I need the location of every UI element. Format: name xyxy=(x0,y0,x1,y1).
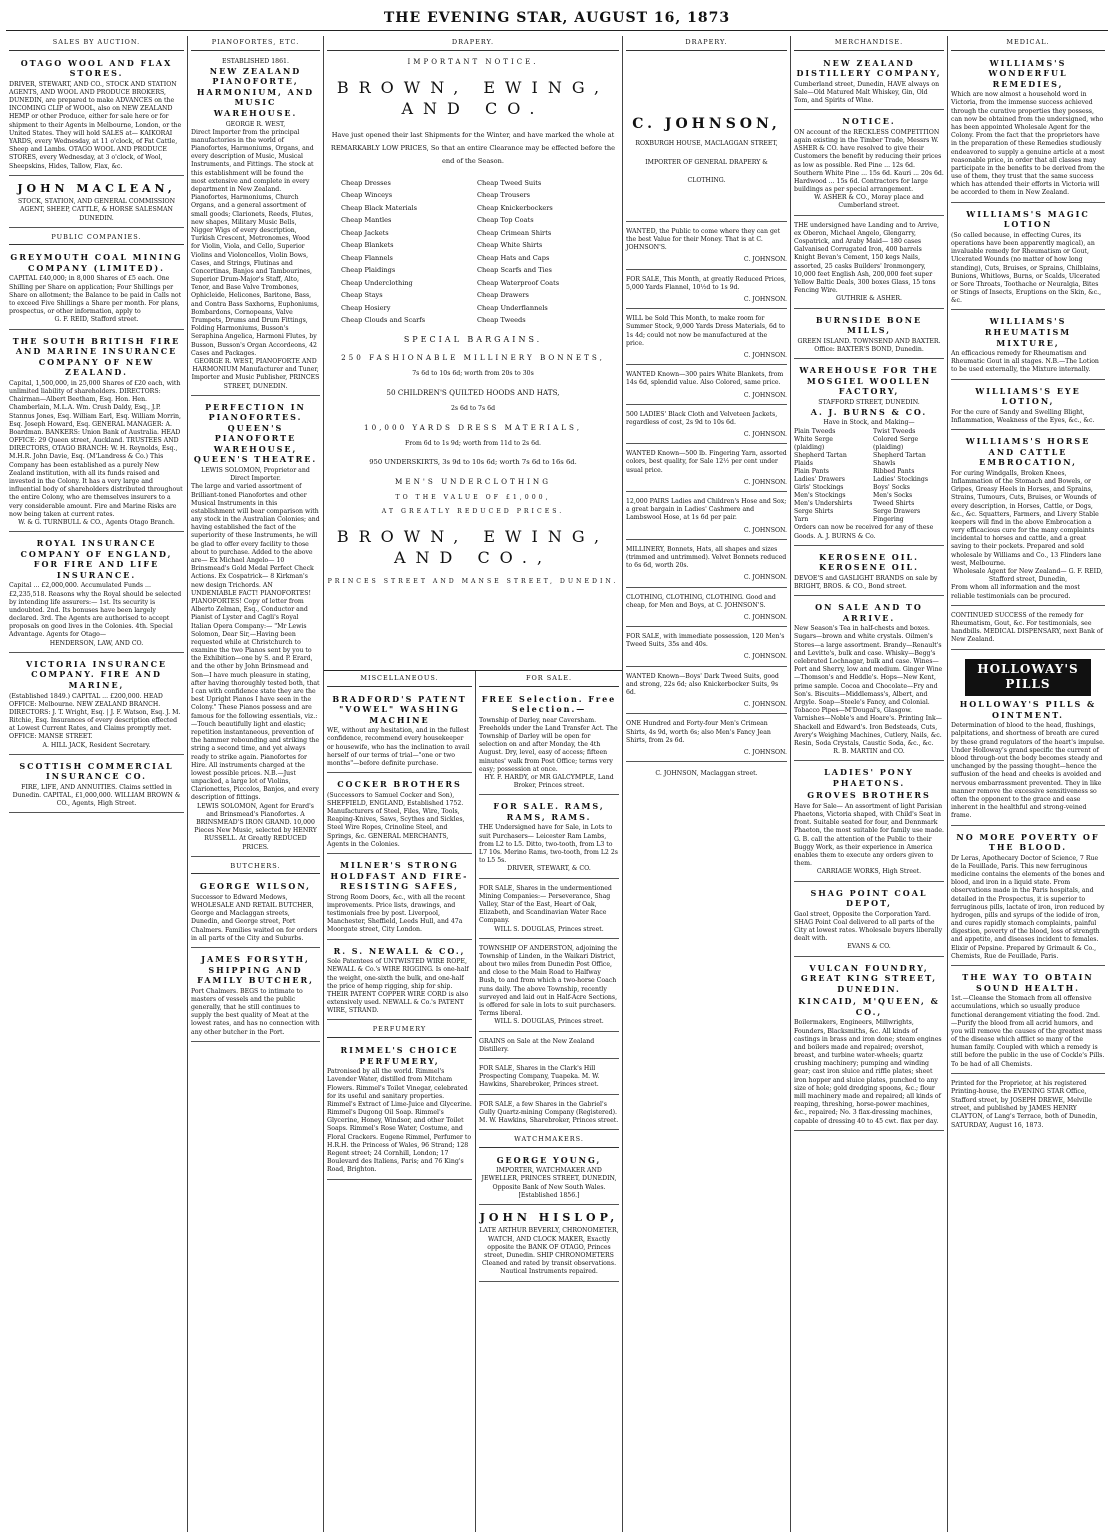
column-drapery-johnson xyxy=(623,36,790,1532)
notice-heading: IMPORTANT NOTICE. xyxy=(407,57,539,66)
advertisement xyxy=(327,1042,472,1180)
ad-heading: COCKER BROTHERS xyxy=(337,779,462,790)
ad-body: FOR SALE, This Month, at greatly Reduced Prices, 5,000 Yards Flannel, 10½d to 1s 9d. xyxy=(626,275,786,291)
advertisement xyxy=(479,942,619,1032)
ad-subheading: Have in Stock, and Making— xyxy=(823,419,915,427)
advertisement xyxy=(327,943,472,1021)
advertisement xyxy=(794,362,944,546)
firm-address: PRINCES STREET AND MANSE STREET, DUNEDIN. xyxy=(327,578,619,586)
cheap-goods-item: Cheap Dresses xyxy=(341,178,391,187)
ad-heading: FOR SALE. RAMS, RAMS, RAMS. xyxy=(493,801,605,822)
cheap-goods-item: Cheap Black Materials xyxy=(341,203,418,212)
column-for-sale xyxy=(476,672,622,1532)
bargain-line: 10,000 YARDS DRESS MATERIALS, xyxy=(364,423,582,433)
advertisement xyxy=(479,691,619,796)
ad-body: LATE ARTHUR BEVERLY, CHRONOMETER, WATCH, AND CLOCK MAKER, Exactly opposite the BANK OF OTAGO, Princes street, Dunedin. SHIP CHRONOMETERS Cleaned and rated by transit observations. Nautical Instruments repaired. xyxy=(479,1227,619,1276)
cheap-goods-item: Cheap Underclothing xyxy=(341,278,413,287)
ad-footer: GEORGE R. WEST, PIANOFORTE AND HARMONIUM Manufacturer and Tuner, Importer and Music Publisher, PRINCES STREET, DUNEDIN. xyxy=(191,357,320,390)
bargain-line: AT GREATLY REDUCED PRICES. xyxy=(381,507,565,515)
ad-body: (Established 1849.) CAPITAL ... £200,000. HEAD OFFICE: Melbourne. NEW ZEALAND BRANCH. DIRECTORS: J. T. Wright, Esq. | J. F. Watson, Esq. J. M. Ritchie, Esq. Insurances of every description effected at Lowest Current Rates, and Claims promptly met. OFFICE: MANSE STREET. xyxy=(9,692,181,741)
mosgiel-goods-list xyxy=(794,428,944,525)
ad-signature: C. JOHNSON. xyxy=(743,701,787,709)
ad-body: ROXBURGH HOUSE, MACLAGGAN STREET, IMPORTER OF GENERAL DRAPERY & CLOTHING. xyxy=(635,140,778,185)
ad-body: THE undersigned have Landing and to Arrive, ex Oberon, Michael Angelo, Glengarry, Cospatrick, and Araby Maid— 180 cases Galvanised Corrugated Iron, 400 barrels Knight Bevan's Cement, 150 kegs Nails, assorted, 25 casks Builders' Ironmongery, 10,000 feet English Ash, 200,000 feet super Yellow Baltic Deals, 300 boxes Glass, 15 tons Fencing Wire. xyxy=(794,221,939,295)
ad-heading: RIMMEL'S CHOICE PERFUMERY, xyxy=(340,1045,459,1066)
johnson-advertisement xyxy=(626,630,787,667)
ad-location: DUNEDIN. xyxy=(79,214,114,222)
ad-footer: LEWIS SOLOMON, Agent for Erard's and Brinsmead's Pianofortes. A BRINSMEAD'S IRON GRAND. 10,000 Pieces New Music, selected by HENRY RUSSELL. At Greatly REDUCED PRICES. xyxy=(194,802,317,851)
ad-body: WANTED, the Public to come where they can get the best Value for their Money. That is at C. JOHNSON'S. xyxy=(626,227,781,252)
ad-heading: WILLIAMS'S WONDERFUL REMEDIES, xyxy=(988,57,1068,89)
bargain-line: MEN'S UNDERCLOTHING xyxy=(395,476,551,486)
johnson-advertisement xyxy=(626,670,787,715)
mosgiel-goods-item: Plain Tweeds xyxy=(794,427,836,435)
advertisement xyxy=(191,55,320,396)
mosgiel-goods-left xyxy=(794,428,865,525)
advertisement xyxy=(479,798,619,878)
column-heading: SALES BY AUCTION. xyxy=(9,36,184,51)
advertisement xyxy=(794,764,944,881)
ad-heading: JOHN MACLEAN, xyxy=(17,181,176,195)
advertisement xyxy=(794,960,944,1131)
cheap-goods-item: Cheap Plaidings xyxy=(341,266,396,275)
johnson-advertisement xyxy=(626,591,787,628)
cheap-goods-item: Cheap Drawers xyxy=(477,291,529,300)
ad-heading: GREYMOUTH COAL MINING COMPANY (LIMITED). xyxy=(10,252,183,273)
advertisement xyxy=(794,113,944,215)
ad-body: Strong Room Doors, &c., with all the recent improvements. Price lists, drawings, and testimonials free by post. Liverpool, Manchester, Sheffield, Leeds Hull, and 47a Moorgate street, City London. xyxy=(327,893,466,934)
mosgiel-goods-item: Boys' Socks xyxy=(873,484,910,491)
ad-body: Direct Importer from the principal manufactories in the world of Pianofortes, Harmoniums, Organs, and every description of Music, Musical Instruments, and Fittings. The stock at this establishment will be found the most extensive and complete in every department in New Zealand. Pianofortes, Harmoniums, Church Organs, and a general assortment of small goods; Clarionets, Reeds, Flutes, new shapes, Military Music Bells, Nigger Wigs of every description, Turkish Crescent, Metronomes, Wood for Violin, Viola, and Cello, Superior Violins and Violoncellos, Violin Bows, Cases, and Strings, Flutinas and Concertinas, Banjos and Tambourines, Superior Drum-Major's Staff, Alto, Tenor, and Base Valve Trombones, Ophicleide, Helicones, Baritone, Bass, and Contra Bass Saxhorns, Euphoniums, Bombardons, Cornopeans, Valve Trumpets, Drums and Drum Fittings, Folding Harmoniums, Busson's Seraphina Angelica, Harmoni Flutes, by Busson, Busson's Organ Accordeons, 42 Cases and Packages. xyxy=(191,128,320,357)
ad-body: CONTINUED SUCCESS of the remedy for Rheumatism, Gout, &c. For testimonials, see handbills. MEDICAL DISPENSARY, next Bank of New Zealand. xyxy=(951,611,1103,644)
ad-signature: W. ASHER & CO., Moray place and Cumberland street. xyxy=(814,194,924,210)
ad-heading: WILLIAMS'S EYE LOTION, xyxy=(975,385,1081,407)
advertisement xyxy=(951,609,1105,650)
advertisement xyxy=(951,55,1105,203)
johnson-advertisement xyxy=(626,717,787,762)
ad-heading: HOLLOWAY'S PILLS & OINTMENT. xyxy=(959,699,1097,720)
ad-heading: ROYAL INSURANCE COMPANY OF ENGLAND, FOR FIRE AND LIFE INSURANCE. xyxy=(20,538,173,580)
intro-text: Have just opened their last Shipments for the Winter, and have marked the whole at REMARKABLY LOW PRICES, So that an entire Clearance may be effected before the end of the Season. xyxy=(330,131,616,166)
advertisement xyxy=(794,219,944,309)
cheap-goods-item: Cheap Tweeds xyxy=(477,316,526,325)
ad-body: 12,000 PAIRS Ladies and Children's Hose and Sox; a great bargain in Ladies' Cashmere and Lambswool Hose, at 1s 6d per pair. xyxy=(626,498,787,522)
ad-heading: WILLIAMS'S HORSE AND CATTLE EMBROCATION, xyxy=(965,436,1091,468)
ad-body: WANTED Known—Boys' Dark Tweed Suits, good and strong, 22s 6d; also Knickerbocker Suits, 9s 6d. xyxy=(626,672,779,696)
ad-heading: ON SALE AND TO ARRIVE. xyxy=(815,602,923,623)
holloways-pills-banner: HOLLOWAY'S PILLS xyxy=(965,659,1091,697)
ad-heading: GEORGE YOUNG, xyxy=(496,1154,602,1165)
ad-signature: C. JOHNSON. xyxy=(743,748,787,756)
ad-signature: DRIVER, STEWART, & CO. xyxy=(507,865,591,873)
cheap-goods-item: Cheap Tweed Suits xyxy=(477,178,542,187)
johnson-advertisement xyxy=(626,225,787,270)
mosgiel-goods-item: Serge Shirts xyxy=(794,508,834,516)
ad-signature: C. JOHNSON. xyxy=(743,296,787,303)
section-rule xyxy=(324,670,622,671)
advertisement xyxy=(479,1152,619,1205)
ad-body: GRAINS on Sale at the New Zealand Distillery. xyxy=(479,1037,595,1053)
cheap-goods-item: Cheap Trousers xyxy=(477,191,531,200)
advertisement xyxy=(951,433,1105,606)
ad-body: Determination of blood to the head, flushings, palpitations, and shortness of breath are cured by these grand regulators of the heart's impulse. Under Holloway's grand specific the current of blood through-out the body becomes steady and unchanged by the passing thought—hence the suffusion of the head and cheeks is avoided and nervous embarrassment prevented. They in like manner remove the excessive sensitiveness so often the opponent to the grace and ease inherent in the healthful and strong-veined frame. xyxy=(951,722,1105,820)
ad-heading: MILNER'S STRONG HOLDFAST AND FIRE-RESISTING SAFES, xyxy=(330,860,469,892)
advertisement xyxy=(951,383,1105,430)
ad-signature: EVANS & CO. xyxy=(847,943,891,951)
ad-heading: BRADFORD'S PATENT "VOWEL" WASHING MACHINE xyxy=(332,693,467,725)
advertisement xyxy=(951,206,1105,311)
ad-heading: KEROSENE OIL. KEROSENE OIL. xyxy=(819,551,919,573)
mosgiel-goods-right xyxy=(873,428,944,525)
ad-body: MILLINERY, Bonnets, Hats, all shapes and sizes (trimmed and untrimmed). Velvet Bonnets reduced to 6s 6d, worth 20s. xyxy=(626,545,787,570)
mosgiel-goods-item: Ladies' Stockings xyxy=(873,475,929,483)
ad-signature: C. JOHNSON. xyxy=(743,653,787,661)
cheap-goods-item: Cheap White Shirts xyxy=(477,241,543,250)
ad-body: WANTED Known—300 pairs White Blankets, from 14s 6d, splendid value. Also Colored, same price. xyxy=(626,371,784,387)
column-heading: DRAPERY. xyxy=(626,36,787,51)
ad-body: 1st.—Cleanse the Stomach from all offensive accumulations, which so usually produce functional derangement vitiating the food. 2nd.—Purify the blood from all acrid humors, and you will remove the causes of the greatest mass of the disease which afflict so many of the human family. Coupled with which a remedy is still before the public in the use of Cockle's Pills. To be had of all Chemists. xyxy=(951,995,1105,1068)
ad-signature: HENDERSON, LAW, AND CO. xyxy=(49,639,144,647)
ad-body: THE Undersigned have for Sale, in Lots to suit Purchasers— Leicester Ram Lambs, from L2 to L5. Ditto, two-tooth, from L3 to L7 10s. Merino Rams, two-tooth, from L2 2s to L5 5s. xyxy=(479,824,618,865)
cheap-goods-item: Cheap Underflannels xyxy=(477,303,548,312)
advertisement xyxy=(479,1208,619,1282)
ad-heading: R. S. NEWALL & CO., xyxy=(333,945,466,956)
ad-body: WE, without any hesitation, and in the fullest confidence, recommend every housekeeper or housewife, who has the inclination to avail herself of our terms of trial—"one or two months"—before definite purchase. xyxy=(327,727,470,767)
printers-imprint: Printed for the Proprietor, at his registered Printing-house, the EVENING STAR Office, Stafford street, by JOSEPH DREWE, Melville street, and published by JAMES HENRY CLAYTON, of Lang's Terrace, both of Dunedin, SATURDAY, August 16, 1873. xyxy=(951,1080,1098,1129)
mosgiel-goods-item: Fingering xyxy=(873,516,904,524)
cheap-goods-item: Cheap Flannels xyxy=(341,253,393,262)
ad-signature: WILL S. DOUGLAS, Princes street. xyxy=(494,1018,604,1026)
mosgiel-goods-item: Men's Undershirts xyxy=(794,500,853,508)
ad-heading: VULCAN FOUNDRY, GREAT KING STREET, DUNEDIN. xyxy=(800,962,938,994)
ad-body: Gaol street, Opposite the Corporation Yard. SHAG Point Coal delivered to all parts of the City at lowest rates. Wholesale buyers liberally dealt with. xyxy=(794,910,943,943)
ad-heading: NEW ZEALAND PIANOFORTE, HARMONIUM, AND MUSIC WAREHOUSE. xyxy=(196,65,315,118)
mosgiel-goods-item: Girls' Stockings xyxy=(794,484,844,491)
cheap-goods-item: Cheap Crimean Shirts xyxy=(477,228,552,237)
ad-heading: NEW ZEALAND DISTILLERY COMPANY, xyxy=(796,57,942,79)
column-medical xyxy=(948,36,1108,1532)
ad-heading: WAREHOUSE FOR THE MOSGIEL WOOLLEN FACTORY, xyxy=(799,365,939,397)
mosgiel-goods-item: Shepherd Tartan Shawls xyxy=(873,451,926,467)
ad-heading: LADIES' PONY PHAETONS. xyxy=(824,767,914,788)
ad-signature: Wholesale Agent for New Zealand— G. F. REID, Stafford street, Dunedin, xyxy=(953,568,1103,584)
bargain-line: 950 UNDERSKIRTS, 3s 9d to 10s 6d; worth 7s 6d to 16s 6d. xyxy=(369,457,577,466)
column-heading: MERCHANDISE. xyxy=(794,36,944,51)
ad-body: An efficacious remedy for Rheumatism and Rheumatic Gout in all stages. N.B.—The Lotion to be used externally, the Mixture internally. xyxy=(951,350,1099,374)
cheap-goods-item: Cheap Stays xyxy=(341,291,383,300)
advertisement xyxy=(794,549,944,596)
ad-signature: GUTHRIE & ASHER. xyxy=(836,295,902,303)
bargain-price: 7s 6d to 10s 6d; worth from 20s to 30s xyxy=(412,370,534,378)
ad-body: GREEN ISLAND. TOWNSEND AND BAXTER. Office: BAXTER'S BOND, Dunedin. xyxy=(797,337,941,353)
ad-signature: C. JOHNSON. xyxy=(743,574,787,582)
advertisement xyxy=(327,776,472,854)
johnson-advertisement xyxy=(626,273,787,310)
ad-body: Which are now almost a household word in Victoria, from the immense success achieved through the curative properties they possess, can now be obtained from the undersigned, who has been appointed Wholesale Agent for the Colony. From the fact that the proprietors have in the preparation of these Remedies studiously endeavored to supply a genuine article at a most reasonable price, in order that all classes may participate in the benefits to be derived from the use of them, they trust that the same success which has attended their efforts in Victoria will be accorded to them in New Zealand. xyxy=(951,91,1105,197)
ad-firm: KINCAID, M'QUEEN, & CO., xyxy=(798,996,940,1017)
mosgiel-goods-item: Twist Tweeds xyxy=(873,427,916,435)
cheap-goods-item: Cheap Blankets xyxy=(341,241,394,250)
ad-signature: C. JOHNSON. xyxy=(743,351,787,359)
mosgiel-goods-item: Shepherd Tartan Plaids xyxy=(794,451,847,467)
column-merchandise xyxy=(791,36,947,1532)
ad-body: DEVOE'S and GASLIGHT BRANDS on sale by BRIGHT, BROS. & CO., Bond street. xyxy=(794,574,938,590)
ad-body: Dr Leras, Apothecary Doctor of Science, 7 Rue de la Feuillade, Paris. This new ferruginous medicine contains the elements of the bones and blood, and iron in a liquid state. From observations made in the Paris hospitals, and detailed in the Prospectus, it is superior to ferruginous pills, lactate of iron, iron reduced by hydrogen, pills and syrups of the iodide of iron, and cures rapidly stomach complaints, painful digestion, poverty of the blood, loss of strength and appetite, and diseases incident to females. Elixir of Pepsine. Prepared by Grimault & Co., Chemists, Rue de Feuillade, Paris. xyxy=(951,854,1105,960)
ad-heading: SCOTTISH COMMERCIAL INSURANCE CO. xyxy=(19,760,174,782)
advertisement xyxy=(479,1035,619,1059)
ad-body: TOWNSHIP OF ANDERSTON, adjoining the Township of Linden, in the Waikari District, about two miles from Dunedin Post Office, and close to the Main Road to Halfway Bush, to and from which a two-horse Coach runs daily. The above Township, recently surveyed and laid out in Half-Acre Sections, is offered for sale in lots to suit purchasers. Terms liberal. xyxy=(479,944,618,1018)
cheap-goods-item: Cheap Clouds and Scarfs xyxy=(341,316,426,325)
cheap-goods-item: Cheap Hats and Caps xyxy=(477,253,550,262)
ad-body: Cumberland street, Dunedin, HAVE always on Sale—Old Matured Malt Whiskey, Gin, Old Tom, and Spirits of Wine. xyxy=(794,80,940,105)
johnson-items xyxy=(626,225,787,762)
firm-name: BROWN, EWING, AND CO. xyxy=(336,77,610,118)
ad-signature: R. B. MARTIN and CO. xyxy=(833,748,905,756)
advertisement xyxy=(794,885,944,957)
section-heading: PERFUMERY xyxy=(327,1023,472,1038)
ad-heading: NO MORE POVERTY OF THE BLOOD. xyxy=(956,831,1100,853)
mosgiel-goods-item: Serge Drawers xyxy=(873,508,921,516)
ad-body: STAFFORD STREET, DUNEDIN. xyxy=(818,398,920,406)
ad-body: WANTED Known—500 lb. Fingering Yarn, assorted colors, best quality, for Sale 12½ per cent under usual price. xyxy=(626,450,787,474)
ad-heading: NOTICE. xyxy=(842,116,896,127)
section-heading: MISCELLANEOUS. xyxy=(327,672,472,687)
column-heading: PIANOFORTES, ETC. xyxy=(191,36,320,51)
ad-footer: CARRIAGE WORKS, High Street. xyxy=(816,868,922,876)
ad-body: For curing Windgalls, Broken Knees, Inflammation of the Stomach and Bowels, or Gripes, Greasy Heels in Horses, and Sprains, Strains, Tumours, Cuts, Bruises, or Wounds of every description, in Horses, Cattle, or Dogs, &c., &c. Squatters, Farmers, and Livery Stable keepers will find in the above Embrocation a very efficacious cure for the many complaints incidental to horses and cattle, and a great saving to their pockets. Prepared and sold wholesale by Williams and Co., 13 Flinders lane west, Melbourne. xyxy=(951,469,1102,567)
ad-body: Capital ... £2,000,000. Accumulated Funds ... £2,235,518. Reasons why the Royal should be selected by intending life assurers:— 1st. Its security is undoubted. 2nd. Its bonuses have been largely declared. 3rd. The Agents are authorised to accept proposals on good lives in the Colonies. 4th. Special Advantage. Agents for Otago— xyxy=(9,582,182,639)
advertisement xyxy=(191,878,320,948)
advertisement xyxy=(794,55,944,111)
johnson-advertisement xyxy=(626,368,787,405)
section-heading: FOR SALE. xyxy=(479,672,619,687)
ad-body: FOR SALE, with immediate possession, 120 Men's Tweed Suits, 35s and 40s. xyxy=(626,633,785,649)
advertisement xyxy=(794,599,944,761)
column-drapery-brown-ewing xyxy=(324,36,622,670)
masthead-rule xyxy=(6,30,1108,31)
ad-firm: GROVES BROTHERS xyxy=(807,790,931,801)
special-bargains-heading: SPECIAL BARGAINS. xyxy=(403,334,543,344)
advertisement xyxy=(794,312,944,359)
advertisement xyxy=(9,333,184,533)
mosgiel-goods-item: Plain Pants xyxy=(794,467,829,475)
ad-body: Capital, 1,500,000, in 25,000 Shares of £20 each, with unlimited liability of shareholders. DIRECTORS: Chairman—Albert Beetham, Esq. Hon. Hen. Chamberlain, M.L.A. Wm. Crush Daldy, Esq., J.P. Stannus Jones, Esq. William Earl, Esq. William Morrin, Esq. Joseph Howard, Esq. GENERAL MANAGER: A. Boardman. BANKERS: Union Bank of Australia. HEAD OFFICE: 29 Queen street, Auckland. TRUSTEES AND DIRECTORS, OTAGO BRANCH: W. H. Reynolds, Esq., M.H.R. John Davie, Esq. (M'Landress & Co.) This Company has been established as a purely New Zealand institution, with all its funds raised and invested in the Colony. It has a very large and influential body of shareholders distributed throughout the entire Colony, who are themselves insurers to a very considerable amount. Fire and Marine Risks are now being taken at current rates. xyxy=(9,379,183,518)
advertisement xyxy=(951,969,1105,1074)
mosgiel-goods-item: Tweed Shirts xyxy=(873,500,915,508)
advertisement xyxy=(9,249,184,329)
ad-proprietor: GEORGE R. WEST, xyxy=(225,120,286,128)
ad-body: Township of Darley, near Caversham. Freeholds under the Land Transfer Act. The Township of Darley will be open for selection on and after Monday, the 4th August. Dry, level, easy of access; fifteen minutes' walk from Post Office; terms very easy; possession at once. xyxy=(479,716,618,773)
ad-established: ESTABLISHED 1861. xyxy=(222,57,289,65)
ad-heading: C. JOHNSON, xyxy=(632,115,781,132)
ad-body: Successor to Edward Medows, WHOLESALE AND RETAIL BUTCHER, George and Maclaggan streets, Dunedin, and George street, Port Chalmers. Families waited on for orders in all parts of the City and Suburbs. xyxy=(191,893,318,942)
bargain-price: 2s 6d to 7s 6d xyxy=(450,404,496,412)
advertisement xyxy=(327,691,472,774)
ad-signature: HY. F. HARDY, or MR GALCYMPLE, Land Broker, Princes street. xyxy=(484,773,614,790)
cheap-goods-item: Cheap Hosiery xyxy=(341,303,391,312)
advertisement xyxy=(9,179,184,228)
ad-signature: C. JOHNSON. xyxy=(743,613,787,621)
ad-body: 500 LADIES' Black Cloth and Velveteen Jackets, regardless of cost, 2s 9d to 10s 6d. xyxy=(626,410,778,426)
advertisement xyxy=(479,1062,619,1095)
ad-firm: A. J. BURNS & CO. xyxy=(810,406,928,417)
advertisement xyxy=(951,829,1105,967)
mosgiel-goods-item: Ribbed Pants xyxy=(873,467,915,475)
johnson-advertisement xyxy=(626,495,787,540)
ad-heading: WILLIAMS'S MAGIC LOTION xyxy=(966,208,1090,230)
ad-body: The large and varied assortment of Brilliant-toned Pianofortes and other Musical Instruments in this establishment will bear comparison with any stock in the Australian Colonies; and having established the fact of the superiority of these Instruments, he will be glad to offer every facility to those about to purchase. Added to the above are— Ex Michael Angelo— 10 Brinsmead's Gold Medal Perfect Check Actions. Ex Cospatrick— 8 Kirkman's new design Trichords. AN UNDENIABLE FACT! PIANOFORTES! PIANOFORTES! Copy of letter from Alberto Zelman, Esq., Conductor and Pianist of Lyster and Cagli's Royal Italian Opera Company:— "Mr Lewis Solomon, Dear Sir,—Having been requested while at Christchurch to examine the two Pianos sent by you to the Exhibition—one by S. and P. Erard, and the other by John Brinsmead and Son—I have much pleasure in stating, after having thoroughly tested both, that I can with confidence state they are the best Upright Pianos I have seen in the Colony." These Pianos possess and are famous for the following essentials, viz.:—Touch beautifully light and elastic; repetition instantaneous, prevention of the hammer rebounding and striking the string a second time, and yet always ready to strike again. Pianofortes for Hire. All instruments charged at the lowest possible prices. N.B.—Just unpacked, a large lot of Violins, Clarionettes, Piccolos, Banjos, and every description of fittings. xyxy=(191,483,320,802)
cheap-goods-item: Cheap Winceys xyxy=(341,191,393,200)
ad-body: New Season's Tea in half-chests and boxes. Sugars—brown and white crystals. Oilmen's Stores—a large assortment. Brandy—Renault's and Levitte's, bulk and case. Whisky—Begg's celebrated Lochnagar, bulk and case. Wines—Port and Sherry, low and medium. Ginger Wine—Thomson's and Heddle's. Hops—New Kent, prime sample. Cocoa and Chocolate—Fry and Son's. Biscuits—Middlemass's, Albert, and Argyle. Soap—Steele's Fancy, and Colonial. Tobacco Pipes—M'Dougal's, Glasgow. Varnishes—Noble's and Hoare's. Printing Ink—Shackell and Edward's. Iron Bedsteads, Cuts, Avery's Weighing Machines, Cutlery, Nails, &c. Resin, Soda Crystals, Caustic Soda, &c., &c. xyxy=(794,625,943,747)
masthead: THE EVENING STAR, AUGUST 16, 1873 xyxy=(383,10,731,26)
firm-name: BROWN, EWING, AND CO., xyxy=(336,527,610,568)
bargain-line: 50 CHILDREN'S QUILTED HOODS AND HATS, xyxy=(386,388,560,398)
cheap-goods-list xyxy=(341,177,605,327)
cheap-goods-item: Cheap Knickerbockers xyxy=(477,203,553,212)
ad-body: STOCK, STATION, AND GENERAL COMMISSION AGENT, SHEEP, CATTLE, & HORSE SALESMAN xyxy=(17,198,176,214)
ad-heading: THE SOUTH BRITISH FIRE AND MARINE INSURANCE COMPANY OF NEW ZEALAND. xyxy=(12,335,181,378)
ad-body: WILL be Sold This Month, to make room for Summer Stock, 9,000 Yards Dress Materials, 6d to 1s 4d; could not now be manufactured at the price. xyxy=(626,315,786,347)
cheap-goods-item: Cheap Jackets xyxy=(341,228,389,237)
advertisement xyxy=(191,399,320,857)
ad-signature: C. JOHNSON. xyxy=(743,478,787,486)
ad-heading: OTAGO WOOL AND FLAX STORES. xyxy=(20,57,173,79)
mosgiel-goods-item: Colored Serge (plaiding) xyxy=(873,435,919,451)
ad-footer: C. JOHNSON, Maclaggan street. xyxy=(655,770,758,778)
ad-body: DRIVER, STEWART, AND CO., STOCK AND STATION AGENTS, AND WOOL AND PRODUCE BROKERS, DUNEDIN, are prepared to make ADVANCES on the INCOMING CLIP of WOOL, also on NEW ZEALAND HEMP or other Produce, either for sale here or for shipment to their Agents in Melbourne, London, or the United States. They will hold SALES at— KAIKORAI YARDS, every Wednesday, at 11 o'clock, of Fat Cattle, Sheep and Lambs. OTAGO WOOL AND PRODUCE STORES, every Wednesday, at 3 o'clock, of Wool, Sheepskins, Hides, Tallow, Flax, &c. xyxy=(9,80,182,170)
cheap-goods-item: Cheap Waterproof Coats xyxy=(477,278,560,287)
ad-signature: C. JOHNSON. xyxy=(743,256,787,264)
cheap-goods-item: Cheap Top Coats xyxy=(477,216,534,225)
ad-body: For the cure of Sandy and Swelling Blight, Inflammation, Weakness of the Eyes, &c., &c. xyxy=(951,408,1095,424)
column-sales-by-auction xyxy=(6,36,187,1532)
ad-body: Port Chalmers. BEGS to intimate to masters of vessels and the public generally, that he still continues to supply the best quality of Meat at the lowest rates, and has no connection with any other butcher in the Port. xyxy=(191,987,320,1036)
section-heading: BUTCHERS. xyxy=(191,860,320,875)
ad-heading: WILLIAMS'S RHEUMATISM MIXTURE, xyxy=(984,316,1072,348)
cheap-goods-left xyxy=(341,177,469,327)
ad-heading: SHAG POINT COAL DEPOT, xyxy=(810,887,928,909)
ad-signature: W. & G. TURNBULL & CO., Agents Otago Branch. xyxy=(18,518,175,526)
bargain-line: 250 FASHIONABLE MILLINERY BONNETS, xyxy=(341,353,605,363)
advertisement xyxy=(951,653,1105,826)
ad-heading: VICTORIA INSURANCE COMPANY. FIRE AND MARINE, xyxy=(25,658,168,690)
ad-heading: FREE Selection. Free Selection.— xyxy=(481,693,617,715)
advertisement xyxy=(9,758,184,814)
ad-body: FIRE, LIFE, AND ANNUITIES. Claims settled in Dunedin. CAPITAL, £1,000,000. WILLIAM BROWN & CO., Agents, High Street. xyxy=(12,783,181,808)
ad-footer: Orders can now be received for any of these Goods. A. J. BURNS & Co. xyxy=(794,524,934,540)
ad-signature: A. HILL JACK, Resident Secretary. xyxy=(42,741,151,749)
ad-body: (Successors to Samuel Cocker and Son), SHEFFIELD, ENGLAND, Established 1752. Manufacturers of Steel, Files, Wire, Tools, Reaping-Knives, Saws, Scythes and Sickles, Steel Wire Ropes, Crinoline Steel, and Springs, &c. GENERAL MERCHANTS, Agents in the Colonies. xyxy=(327,791,465,848)
column-heading: MEDICAL. xyxy=(951,36,1105,51)
ad-signature: C. JOHNSON. xyxy=(743,391,787,399)
ad-body: CAPITAL £40,000; in 8,000 Shares of £5 each. One Shilling per Share on application; Four Shillings per Share on allotment; the Balance to be paid in Calls not to exceed Five Shillings a Share per month. For plans, prospectus, or other information, apply to xyxy=(9,275,182,316)
ad-body: IMPORTER, WATCHMAKER AND JEWELLER, PRINCES STREET, DUNEDIN, Opposite Bank of New South Wales. [Established 1856.] xyxy=(481,1167,617,1199)
mosgiel-goods-item: Yarn xyxy=(794,516,809,524)
ad-signature: C. JOHNSON. xyxy=(743,526,787,534)
advertisement xyxy=(9,55,184,176)
ad-body: ONE Hundred and Forty-four Men's Crimean Shirts, 4s 9d, worth 6s; also Men's Fancy Jean Shirts, from 2s 6d. xyxy=(626,720,771,744)
advertisement xyxy=(479,882,619,939)
advertisement xyxy=(9,535,184,653)
advertisement xyxy=(951,313,1105,379)
cheap-goods-item: Cheap Scarfs and Ties xyxy=(477,266,552,275)
cheap-goods-right xyxy=(477,177,605,327)
advertisement xyxy=(191,951,320,1042)
johnson-advertisement xyxy=(626,447,787,492)
ad-body: CLOTHING, CLOTHING, CLOTHING. Good and cheap, for Men and Boys, at C. JOHNSON'S. xyxy=(626,593,776,609)
bargain-price: From 6d to 1s 9d; worth from 11d to 2s 6d. xyxy=(404,439,542,447)
ad-proprietor: LEWIS SOLOMON, Proprietor and Direct Importer. xyxy=(201,466,310,483)
advertisement xyxy=(9,656,184,755)
mosgiel-goods-item: Men's Stockings xyxy=(794,492,846,500)
advertisement xyxy=(327,857,472,940)
section-heading: WATCHMAKERS. xyxy=(479,1133,619,1148)
advertisement xyxy=(479,1098,619,1131)
ad-heading: JAMES FORSYTH, SHIPPING AND FAMILY BUTCHER, xyxy=(197,954,314,986)
advertisement xyxy=(626,55,787,222)
ad-footer: From whom all information and the most reliable testimonials can be procured. xyxy=(951,584,1080,600)
ad-heading: GEORGE WILSON, xyxy=(200,881,311,892)
ad-body: Sole Patentees of UNTWISTED WIRE ROPE, NEWALL & Co.'s WIRE RIGGING. Is one-half the weight, one-sixth the bulk, and one-half the price of hemp rigging, ship for ship. THEIR PATENT COPPER WIRE CORD is also extensively used. NEWALL & Co.'s PATENT WIRE, STRAND. xyxy=(327,958,469,1015)
ad-body: Patronised by all the world. Rimmel's Lavender Water, distilled from Mitcham Flowers. Rimmel's Toilet Vinegar, celebrated for its useful and sanitary properties. Rimmel's Extract of Lime-Juice and Glycerine. Rimmel's Dugong Oil Soap. Rimmel's Glycerine, Honey, Windsor, and other Toilet Soaps. Rimmel's Rose Water, Costume, and Floral Crackers. Eugene Rimmel, Perfumer to H.R.H. the Princess of Wales, 96 Strand; 128 Regent street; 24 Cornhill, London; 17 Boulevard des Italiens, Paris; and 76 King's Road, Brighton. xyxy=(327,1068,472,1174)
ad-heading: PERFECTION IN PIANOFORTES. QUEEN'S PIANOFORTE WAREHOUSE, QUEEN'S THEATRE. xyxy=(193,401,318,465)
mosgiel-goods-item: White Serge (plaiding) xyxy=(794,435,833,451)
ad-body: Boilermakers, Engineers, Millwrights, Founders, Blacksmiths, &c. All kinds of castings in brass and iron done; steam engines and boilers made and repaired; overshot, breast, and turbine water-wheels; quartz crushing machinery; pumping and winding gear; cast iron sluice and riffle plates; sheet iron hopper and sluice plates, punched to any size of hole; gold dredging spoons, &c.; flour mill machinery made and repaired; all kinds of reaping, threshing, horse-power machines, &c., repaired; No. 3 flax-dressing machines, capable of dressing 40 to 45 cwt. flax per day. xyxy=(794,1019,942,1125)
ad-signature: WILL S. DOUGLAS, Princes street. xyxy=(494,925,604,933)
column-pianofortes xyxy=(188,36,323,1532)
ad-heading: JOHN HISLOP, xyxy=(479,1210,619,1224)
ad-body: FOR SALE, Shares in the Clark's Hill Prospecting Company, Tuapeka. M. W. Hawkins, Sharebroker, Princes street. xyxy=(479,1064,600,1089)
ad-body: Have for Sale— An assortment of light Parisian Phaetons, Victoria shaped, with Child's Seat in front. Suitable seated for four, and Dennmark Phaeton, the most suitable for family use made. G. B. call the attention of the Public to their Buggy Work, as their experience in America enables them to execute any orders given to them. xyxy=(794,802,944,868)
ad-body: ON account of the RECKLESS COMPETITION again existing in the Timber Trade, Messrs W. ASHER & CO. have resolved to give their Customers the benefit by reducing their prices as low as possible. Red Pine ... 12s 6d. Southern White Pine ... 15s 6d. Kauri ... 20s 6d. Hardwood ... 15s 6d. Contractors for large buildings as per special arrangement. xyxy=(794,128,944,194)
ad-body: FOR SALE, a few Shares in the Gabriel's Gully Quartz-mining Company (Registered). M. W. Hawkins, Sharebroker, Princes street. xyxy=(479,1100,619,1124)
johnson-advertisement xyxy=(626,312,787,365)
mosgiel-goods-item: Men's Socks xyxy=(873,492,913,500)
mosgiel-goods-item: Ladies' Drawers xyxy=(794,475,845,483)
ad-body: (So called because, in effecting Cures, its operations have been apparently magical), an invaluable remedy for Rheumatism or Gout, Ulcerated Wounds (no matter of how long standing), Cuts, Bruises, or Sprains, Chilblains, Bunions, Whitlows, Burns, or Scalds, Ulcerated or Sore Throats, Toothache or Neuralgia, Bites or Stings of Insects, Eruptions on the Skin, &c., &c. xyxy=(951,231,1102,305)
cheap-goods-item: Cheap Mantles xyxy=(341,216,392,225)
bargain-line: TO THE VALUE OF £1,000, xyxy=(395,493,551,501)
ad-body: FOR SALE, Shares in the undermentioned Mining Companies:— Perseverance, Shag Valley, Star of the East, Heart of Oak, Elizabeth, and Scandinavian Water Race Company. xyxy=(479,884,612,925)
johnson-advertisement xyxy=(626,543,787,588)
section-heading: PUBLIC COMPANIES. xyxy=(9,231,184,246)
ad-signature: C. JOHNSON. xyxy=(743,431,787,439)
johnson-advertisement xyxy=(626,408,787,445)
column-miscellaneous xyxy=(324,672,475,1532)
ad-heading: BURNSIDE BONE MILLS, xyxy=(815,314,923,336)
column-heading: DRAPERY. xyxy=(327,36,619,51)
ad-signature: G. F. REID, Stafford street. xyxy=(54,316,139,324)
ad-heading: THE WAY TO OBTAIN SOUND HEALTH. xyxy=(962,972,1094,993)
